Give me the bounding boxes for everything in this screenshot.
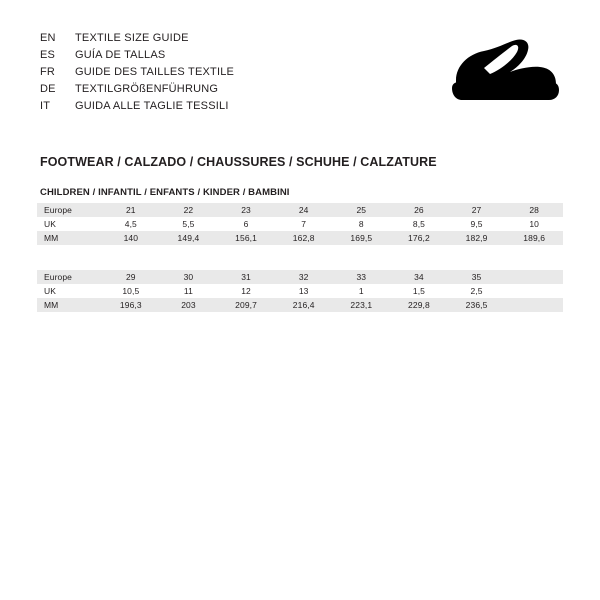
cell: 27 [448,203,506,217]
row-header: Europe [37,270,102,284]
cell: 162,8 [275,231,333,245]
language-label-en: TEXTILE SIZE GUIDE [75,32,189,44]
language-row-en [40,32,370,49]
cell: 25 [333,203,391,217]
cell: 21 [102,203,160,217]
table-row [37,231,563,245]
cell: 156,1 [217,231,275,245]
cell: 10,5 [102,284,160,298]
cell: 203 [160,298,218,312]
row-header: Europe [37,203,102,217]
cell: 169,5 [333,231,391,245]
cell: 24 [275,203,333,217]
cell: 9,5 [448,217,506,231]
cell: 6 [217,217,275,231]
language-row-fr [40,66,370,83]
cell: 236,5 [448,298,506,312]
cell [505,270,563,284]
language-row-es [40,49,370,66]
row-header: UK [37,217,102,231]
section-title: FOOTWEAR / CALZADO / CHAUSSURES / SCHUHE / CALZATURE [40,155,437,169]
table-row [37,217,563,231]
cell: 32 [275,270,333,284]
language-code-fr: FR [40,66,56,78]
table-row [37,298,563,312]
cell: 216,4 [275,298,333,312]
size-table-2 [37,270,563,312]
language-code-de: DE [40,83,56,95]
cell: 182,9 [448,231,506,245]
cell: 196,3 [102,298,160,312]
language-code-es: ES [40,49,56,61]
language-row-de [40,83,370,100]
language-code-en: EN [40,32,56,44]
cell: 29 [102,270,160,284]
cell: 11 [160,284,218,298]
language-code-it: IT [40,100,51,112]
cell: 10 [505,217,563,231]
cell: 22 [160,203,218,217]
cell: 7 [275,217,333,231]
cell: 28 [505,203,563,217]
table-row [37,284,563,298]
cell: 26 [390,203,448,217]
table-row [37,203,563,217]
cell: 8,5 [390,217,448,231]
cell: 13 [275,284,333,298]
cell: 1,5 [390,284,448,298]
cell: 30 [160,270,218,284]
language-label-fr: GUIDE DES TAILLES TEXTILE [75,66,235,78]
section-subtitle: CHILDREN / INFANTIL / ENFANTS / KINDER / BAMBINI [40,187,290,198]
cell: 34 [390,270,448,284]
cell: 189,6 [505,231,563,245]
cell: 23 [217,203,275,217]
row-header: UK [37,284,102,298]
cell: 35 [448,270,506,284]
cell: 4,5 [102,217,160,231]
cell: 12 [217,284,275,298]
language-row-it [40,100,370,117]
cell [505,284,563,298]
cell: 8 [333,217,391,231]
cell [505,298,563,312]
cell: 149,4 [160,231,218,245]
cell: 223,1 [333,298,391,312]
cell: 176,2 [390,231,448,245]
cell: 5,5 [160,217,218,231]
row-header: MM [37,231,102,245]
cell: 33 [333,270,391,284]
cell: 1 [333,284,391,298]
language-label-it: GUIDA ALLE TAGLIE TESSILI [75,100,229,112]
cell: 140 [102,231,160,245]
cell: 2,5 [448,284,506,298]
language-list [40,32,370,117]
row-header: MM [37,298,102,312]
size-table-1 [37,203,563,245]
language-label-es: GUÍA DE TALLAS [75,49,166,61]
table-row [37,270,563,284]
shoe-icon [450,38,560,106]
language-label-de: TEXTILGRÖßENFÜHRUNG [75,83,219,95]
cell: 31 [217,270,275,284]
cell: 229,8 [390,298,448,312]
cell: 209,7 [217,298,275,312]
